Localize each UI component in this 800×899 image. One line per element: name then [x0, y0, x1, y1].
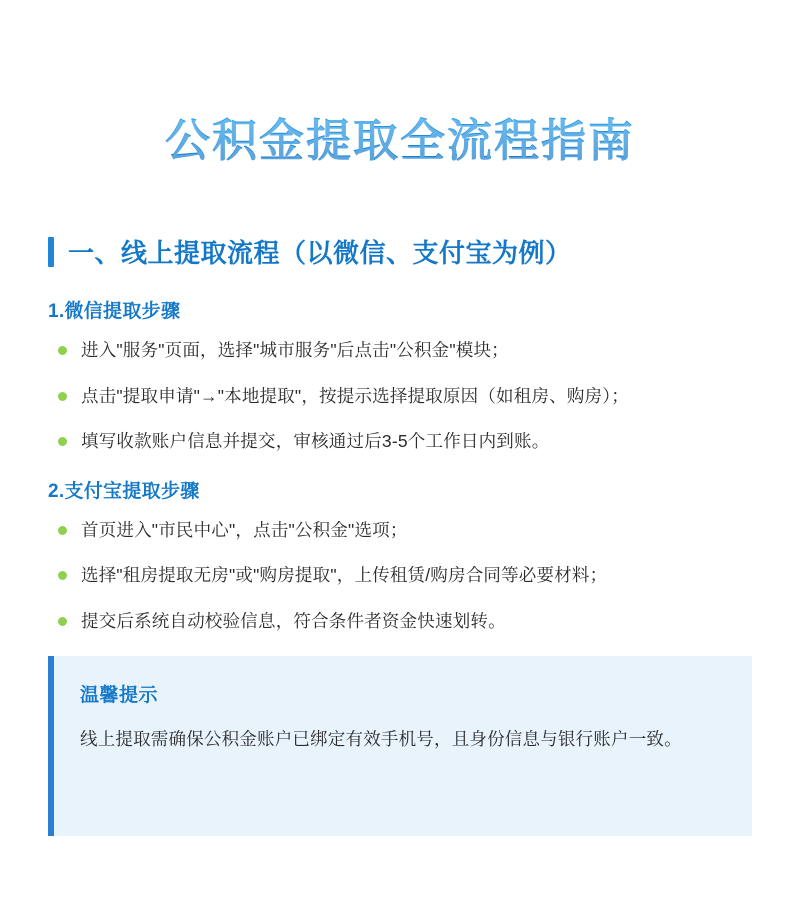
title-container [44, 74, 756, 199]
list-item-text: 点击"提取申请"→"本地提取"，按提示选择提取原因（如租房、购房）； [81, 385, 629, 406]
bullet-dot-icon [58, 526, 67, 535]
bullet-dot-icon [58, 617, 67, 626]
list-item [58, 337, 756, 363]
section-accent-bar [48, 237, 54, 267]
list-item [58, 608, 756, 634]
section-heading [48, 233, 756, 270]
list-item-text: 首页进入"市民中心"，点击"公积金"选项； [81, 520, 408, 541]
bullet-dot-icon [58, 571, 67, 580]
bullet-dot-icon [58, 346, 67, 355]
subheading-wechat: 1.微信提取步骤 [48, 301, 181, 323]
tip-title: 温馨提示 [80, 684, 159, 706]
list-item-text: 进入"服务"页面，选择"城市服务"后点击"公积金"模块； [81, 340, 509, 361]
list-item-text: 填写收款账户信息并提交，审核通过后3-5个工作日内到账。 [81, 430, 550, 451]
list-item [58, 562, 756, 588]
list-item [58, 428, 756, 454]
page-title: 公积金提取全流程指南 [165, 104, 635, 169]
tip-callout [48, 656, 752, 836]
section-heading-text: 一、线上提取流程（以微信、支付宝为例） [68, 238, 572, 269]
bullet-dot-icon [58, 437, 67, 446]
steps-list-alipay [44, 517, 756, 634]
list-item [58, 383, 756, 409]
list-item-text: 提交后系统自动校验信息，符合条件者资金快速划转。 [81, 610, 506, 631]
steps-list-wechat [44, 337, 756, 454]
list-item-text: 选择"租房提取无房"或"购房提取"，上传租赁/购房合同等必要材料； [81, 565, 608, 586]
tip-text: 线上提取需确保公积金账户已绑定有效手机号，且身份信息与银行账户一致。 [80, 728, 682, 749]
bullet-dot-icon [58, 392, 67, 401]
list-item [58, 517, 756, 543]
subheading-alipay: 2.支付宝提取步骤 [48, 481, 200, 503]
